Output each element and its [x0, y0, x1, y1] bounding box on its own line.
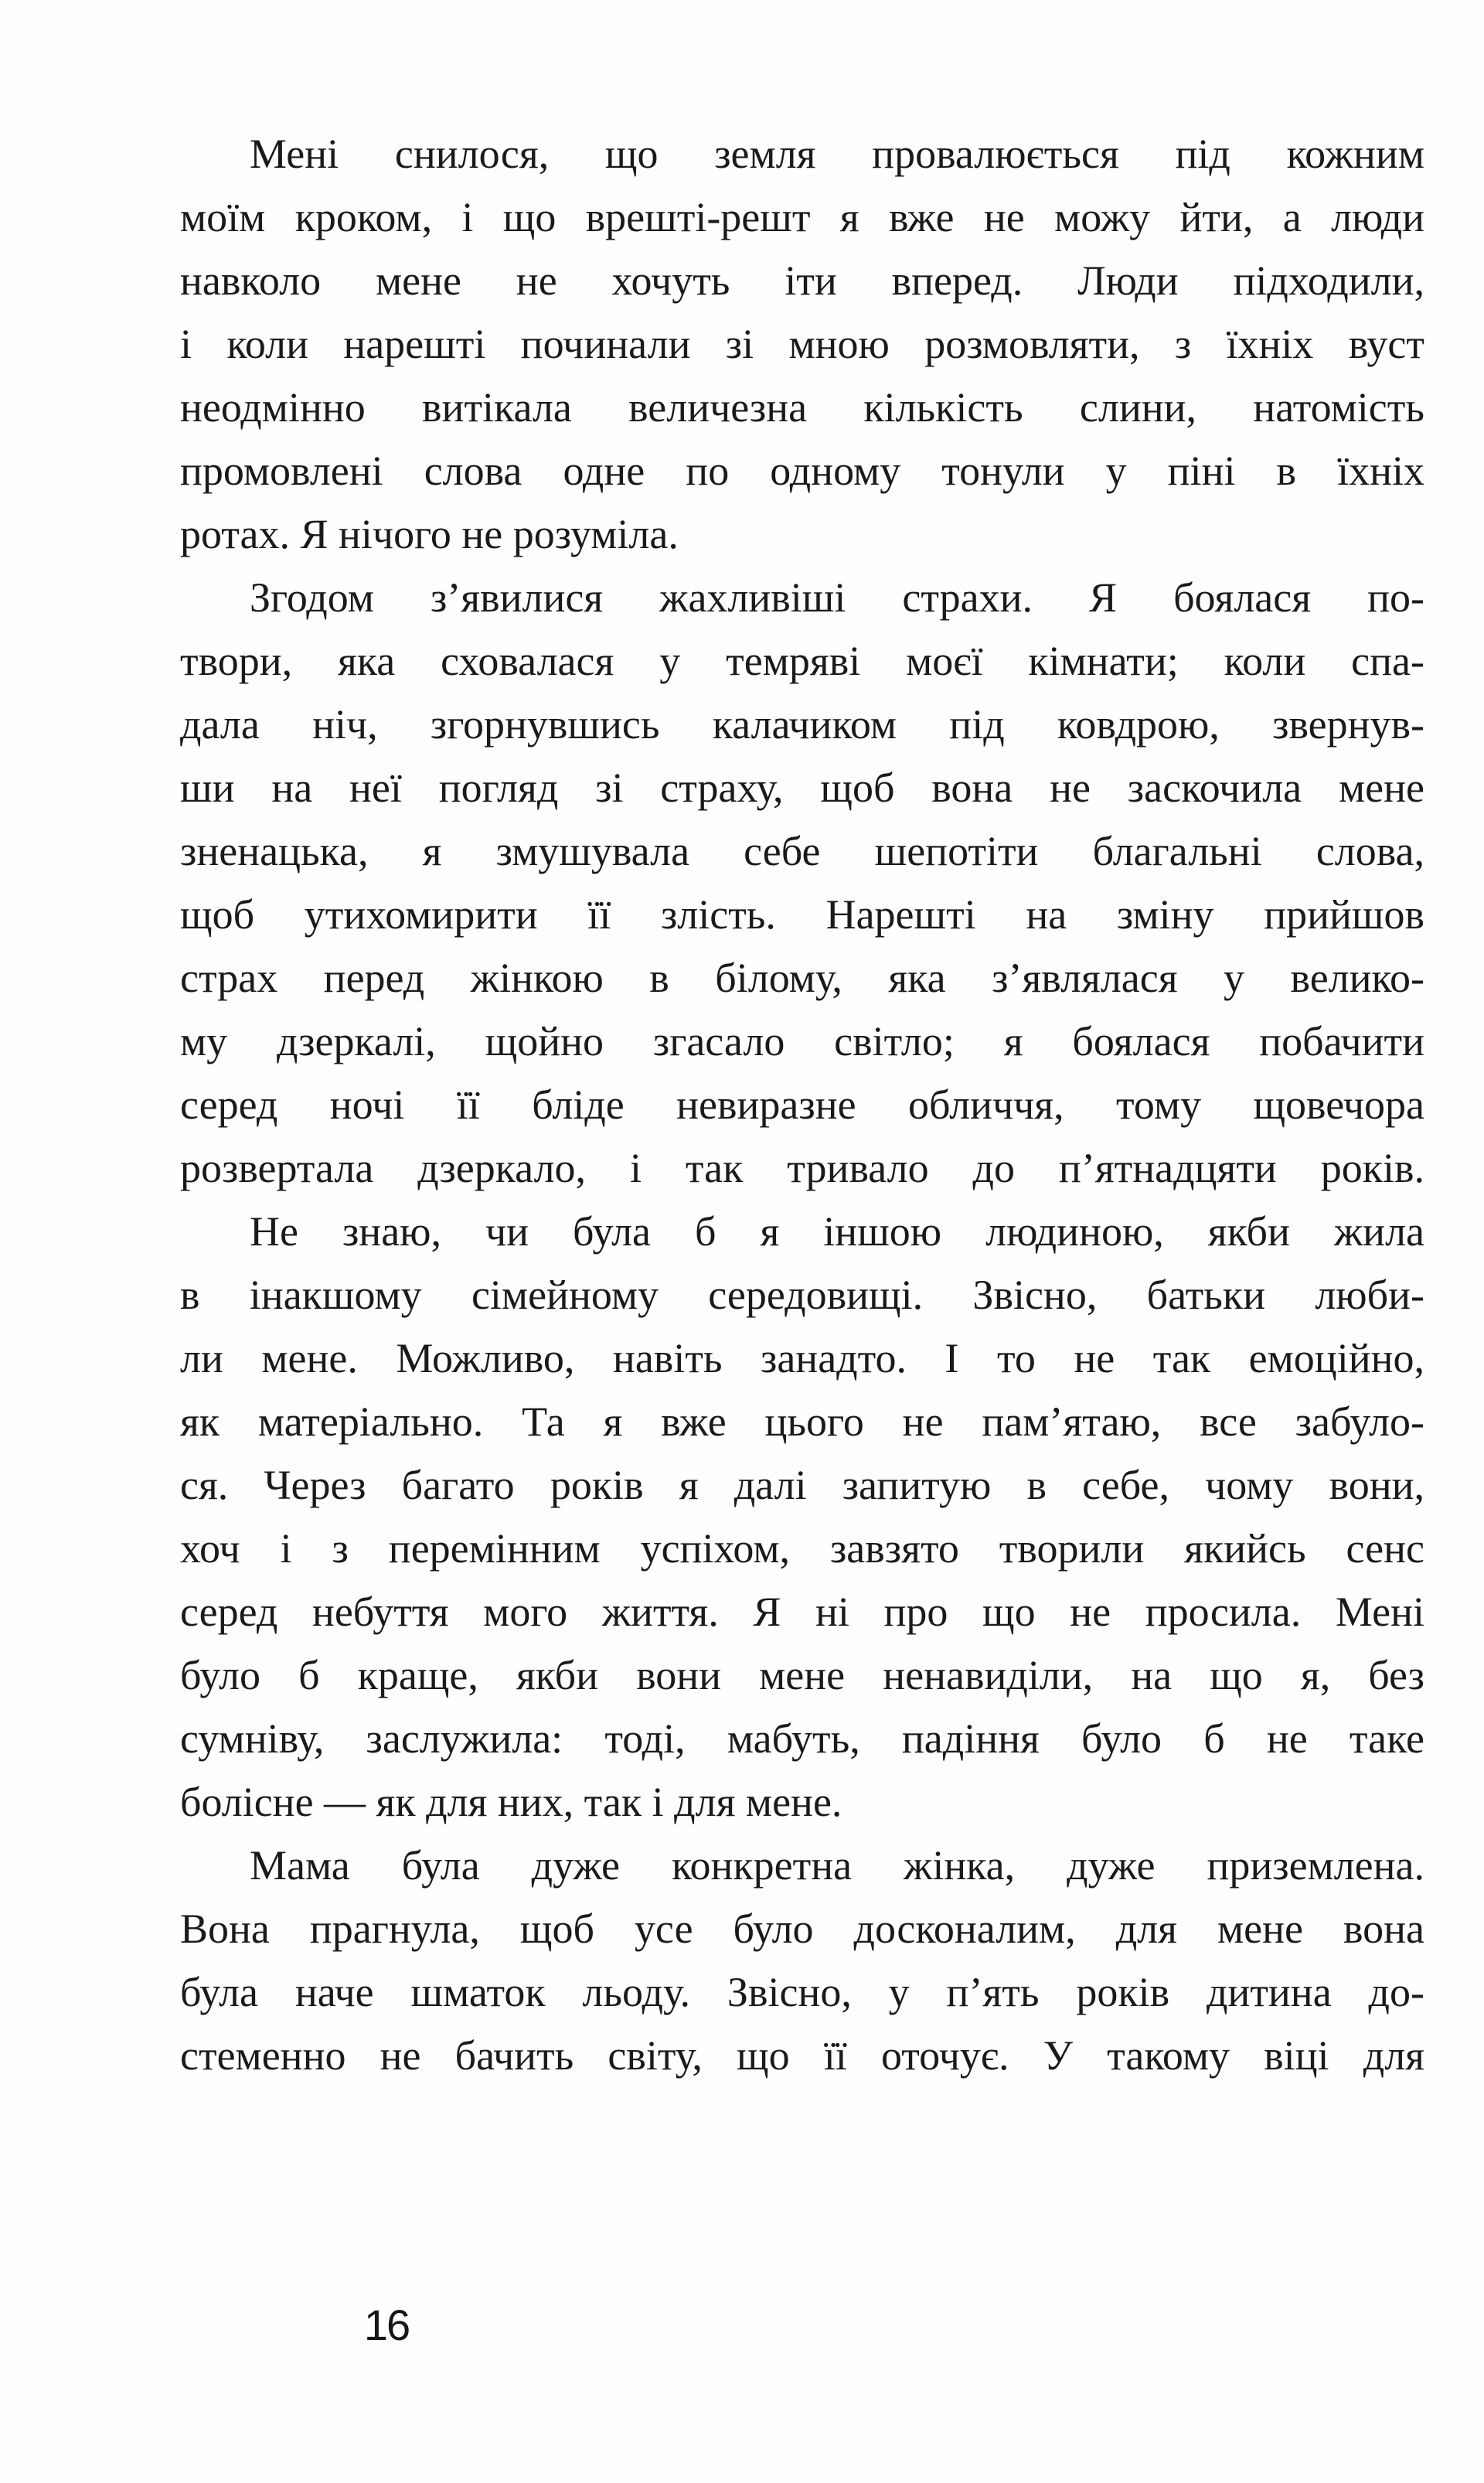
- text-line: щоб утихомирити її злість. Нарешті на зміну прийшов: [180, 891, 1424, 938]
- text-line: зненацька, я змушувала себе шепотіти благальні слова,: [180, 828, 1424, 874]
- text-line: Мені снилося, що земля провалюється під кожним: [250, 131, 1424, 177]
- text-line: серед небуття мого життя. Я ні про що не просила. Мені: [180, 1589, 1424, 1635]
- text-line: навколо мене не хочуть іти вперед. Люди підходили,: [180, 257, 1424, 304]
- text-line: Не знаю, чи була б я іншою людиною, якби жила: [250, 1208, 1424, 1255]
- text-line: ши на неї погляд зі страху, щоб вона не заскочила мене: [180, 765, 1424, 811]
- text-line: болісне — як для них, так і для мене.: [180, 1779, 842, 1825]
- text-line: було б краще, якби вони мене ненавиділи, на що я, без: [180, 1652, 1424, 1698]
- text-line: в інакшому сімейному середовищі. Звісно, батьки люби-: [180, 1272, 1424, 1318]
- text-line: і коли нарешті починали зі мною розмовляти, з їхніх вуст: [180, 321, 1424, 367]
- text-line: дала ніч, згорнувшись калачиком під ковдрою, звернув-: [180, 701, 1424, 748]
- page-number: 16: [363, 2301, 410, 2349]
- text-line: стеменно не бачить світу, що її оточує. У такому віці для: [180, 2032, 1424, 2079]
- text-line: розвертала дзеркало, і так тривало до п’ятнадцяти років.: [180, 1145, 1424, 1191]
- text-line: як матеріально. Та я вже цього не пам’ятаю, все забуло-: [180, 1398, 1424, 1445]
- text-line: му дзеркалі, щойно згасало світло; я боялася побачити: [180, 1018, 1424, 1064]
- text-line: хоч і з перемінним успіхом, завзято творили якийсь сенс: [180, 1525, 1424, 1572]
- text-line: неодмінно витікала величезна кількість слини, натомість: [180, 384, 1424, 431]
- text-line: промовлені слова одне по одному тонули у піні в їхніх: [180, 448, 1424, 494]
- text-line: ли мене. Можливо, навіть занадто. І то не так емоційно,: [180, 1335, 1424, 1381]
- text-line: сумніву, заслужила: тоді, мабуть, падіння було б не таке: [180, 1715, 1424, 1762]
- text-line: моїм кроком, і що врешті-решт я вже не можу йти, а люди: [180, 194, 1424, 240]
- text-line: Мама була дуже конкретна жінка, дуже приземлена.: [250, 1842, 1424, 1889]
- text-line: ротах. Я нічого не розуміла.: [180, 511, 679, 557]
- text-line: Вона прагнула, щоб усе було досконалим, для мене вона: [180, 1906, 1424, 1952]
- text-line: Згодом з’явилися жахливіші страхи. Я боялася по-: [250, 574, 1424, 621]
- text-block: [180, 122, 1424, 2087]
- text-line: твори, яка сховалася у темряві моєї кімнати; коли спа-: [180, 638, 1424, 684]
- text-line: страх перед жінкою в білому, яка з’являлася у велико-: [180, 955, 1424, 1001]
- text-line: ся. Через багато років я далі запитую в себе, чому вони,: [180, 1462, 1424, 1508]
- text-line: була наче шматок льоду. Звісно, у п’ять років дитина до-: [180, 1969, 1424, 2015]
- text-line: серед ночі її бліде невиразне обличчя, тому щовечора: [180, 1081, 1424, 1128]
